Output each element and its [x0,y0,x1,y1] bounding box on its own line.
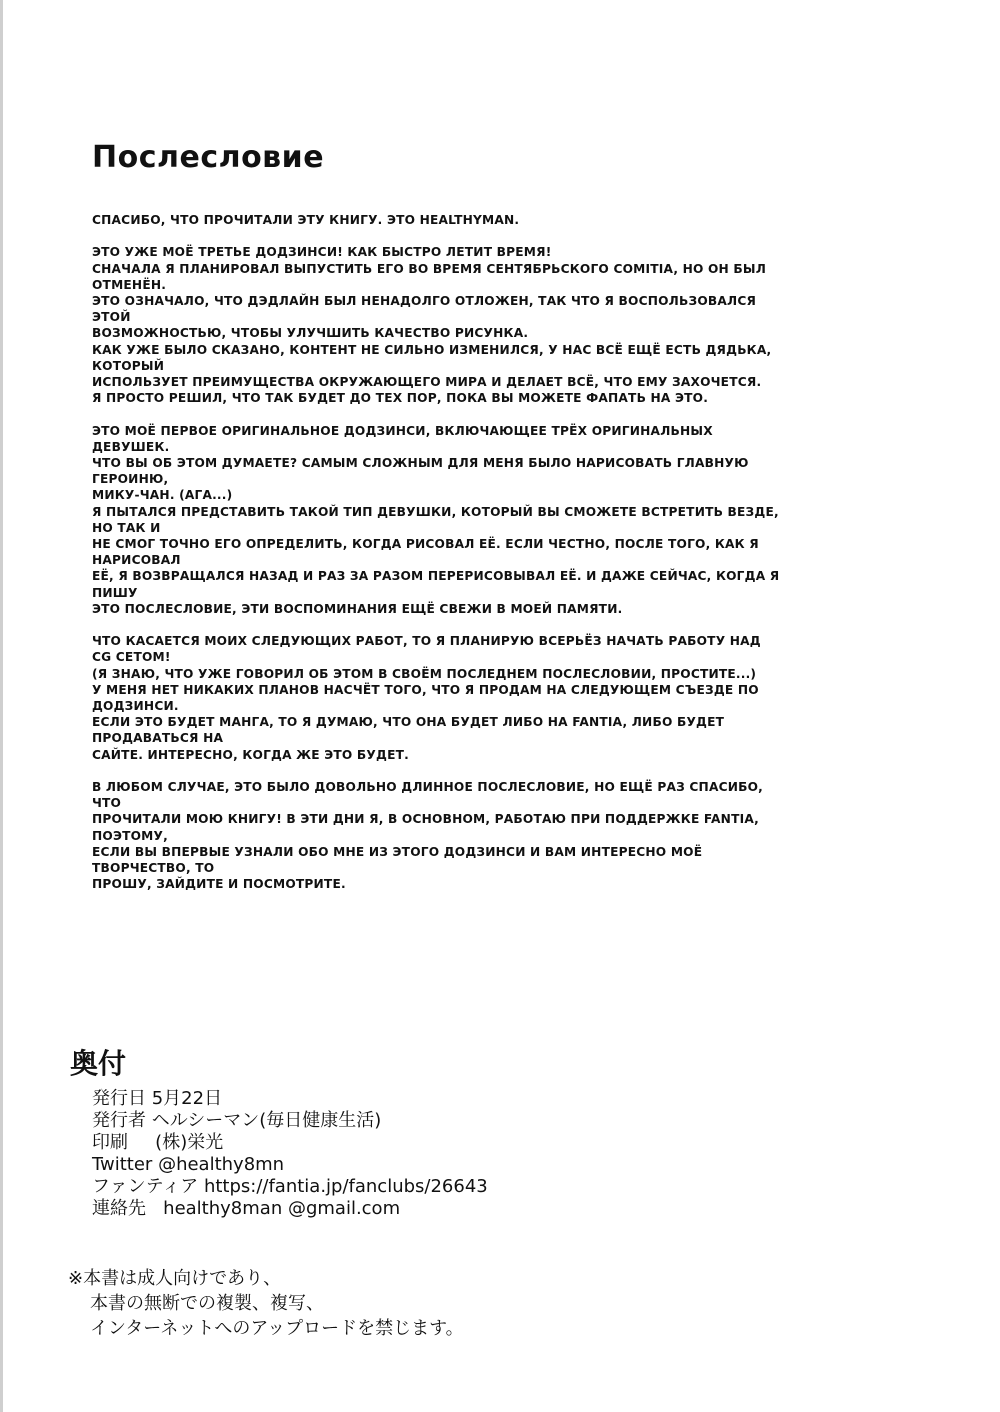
afterword-title: Послесловие [92,140,325,175]
afterword-body [92,212,782,909]
afterword-paragraph: ЭТО МОЁ ПЕРВОЕ ОРИГИНАЛЬНОЕ ДОДЗИНСИ, ВКЛЮЧАЮЩЕЕ ТРЁХ ОРИГИНАЛЬНЫХ ДЕВУШЕК. ЧТО ВЫ ОБ ЭТОМ ДУМАЕТЕ? САМЫМ СЛОЖНЫМ ДЛЯ МЕНЯ БЫЛО НАРИСОВАТЬ ГЛАВНУЮ ГЕРОИНЮ, МИКУ-ЧАН. (АГА...) Я ПЫТАЛСЯ ПРЕДСТАВИТЬ ТАКОЙ ТИП ДЕВУШКИ, КОТОРЫЙ ВЫ СМОЖЕТЕ ВСТРЕТИТЬ ВЕЗДЕ, НО ТАК И НЕ СМОГ ТОЧНО ЕГО ОПРЕДЕЛИТЬ, КОГДА РИСОВАЛ ЕЁ. ЕСЛИ ЧЕСТНО, ПОСЛЕ ТОГО, КАК Я НАРИСОВАЛ ЕЁ, Я ВОЗВРАЩАЛСЯ НАЗАД И РАЗ ЗА РАЗОМ ПЕРЕРИСОВЫВАЛ ЕЁ. И ДАЖЕ СЕЙЧАС, КОГДА Я ПИШУ ЭТО ПОСЛЕСЛОВИЕ, ЭТИ ВОСПОМИНАНИЯ ЕЩЁ СВЕЖИ В МОЕЙ ПАМЯТИ. [92,423,780,616]
colophon-label: Twitter [92,1154,153,1175]
colophon-value: 5月22日 [151,1088,223,1109]
notice-line: 本書の無断での複製、複写、 [90,1293,324,1314]
colophon-list [92,1088,488,1220]
colophon-label: 発行日 [92,1088,146,1109]
colophon-value: ヘルシーマン(毎日健康生活) [151,1110,382,1131]
colophon-row-printer [92,1132,488,1154]
colophon-label: 印刷 [92,1132,128,1153]
colophon-label: ファンティア [92,1176,199,1197]
colophon-row-contact [92,1198,488,1220]
fantia-link[interactable]: https://fantia.jp/fanclubs/26643 [203,1176,488,1197]
colophon-label: 連絡先 [92,1198,146,1219]
afterword-paragraph: ЧТО КАСАЕТСЯ МОИХ СЛЕДУЮЩИХ РАБОТ, ТО Я ПЛАНИРУЮ ВСЕРЬЁЗ НАЧАТЬ РАБОТУ НАД CG СЕТОМ! (Я ЗНАЮ, ЧТО УЖЕ ГОВОРИЛ ОБ ЭТОМ В СВОЁМ ПОСЛЕДНЕМ ПОСЛЕСЛОВИИ, ПРОСТИТЕ...) У МЕНЯ НЕТ НИКАКИХ ПЛАНОВ НАСЧЁТ ТОГО, ЧТО Я ПРОДАМ НА СЛЕДУЮЩЕМ СЪЕЗДЕ ПО ДОДЗИНСИ. ЕСЛИ ЭТО БУДЕТ МАНГА, ТО Я ДУМАЮ, ЧТО ОНА БУДЕТ ЛИБО НА FANTIA, ЛИБО БУДЕТ ПРОДАВАТЬСЯ НА САЙТЕ. ИНТЕРЕСНО, КОГДА ЖЕ ЭТО БУДЕТ. [92,634,761,762]
page-edge [0,0,3,1412]
colophon-label: 発行者 [92,1110,146,1131]
notice-line: インターネットへのアップロードを禁じます。 [90,1318,464,1339]
notice-line: ※本書は成人向けであり、 [68,1268,282,1289]
colophon-row-release-date [92,1088,488,1110]
contact-email[interactable]: healthy8man @gmail.com [163,1198,401,1219]
afterword-paragraph: СПАСИБО, ЧТО ПРОЧИТАЛИ ЭТУ КНИГУ. ЭТО HEALTHYMAN. [92,213,520,227]
colophon-row-twitter [92,1154,488,1176]
colophon-row-fantia [92,1176,488,1198]
colophon-title: 奥付 [70,1047,127,1080]
afterword-paragraph: В ЛЮБОМ СЛУЧАЕ, ЭТО БЫЛО ДОВОЛЬНО ДЛИННОЕ ПОСЛЕСЛОВИЕ, НО ЕЩЁ РАЗ СПАСИБО, ЧТО ПРОЧИТАЛИ МОЮ КНИГУ! В ЭТИ ДНИ Я, В ОСНОВНОМ, РАБОТАЮ ПРИ ПОДДЕРЖКЕ FANTIA, ПОЭТОМУ, ЕСЛИ ВЫ ВПЕРВЫЕ УЗНАЛИ ОБО МНЕ ИЗ ЭТОГО ДОДЗИНСИ И ВАМ ИНТЕРЕСНО МОЁ ТВОРЧЕСТВО, ТО ПРОШУ, ЗАЙДИТЕ И ПОСМОТРИТЕ. [92,780,764,892]
afterword-paragraph: ЭТО УЖЕ МОЁ ТРЕТЬЕ ДОДЗИНСИ! КАК БЫСТРО ЛЕТИТ ВРЕМЯ! СНАЧАЛА Я ПЛАНИРОВАЛ ВЫПУСТИТЬ ЕГО ВО ВРЕМЯ СЕНТЯБРЬСКОГО COMITIA, НО ОН БЫЛ ОТМЕНЁН. ЭТО ОЗНАЧАЛО, ЧТО ДЭДЛАЙН БЫЛ НЕНАДОЛГО ОТЛОЖЕН, ТАК ЧТО Я ВОСПОЛЬЗОВАЛСЯ ЭТОЙ ВОЗМОЖНОСТЬЮ, ЧТОБЫ УЛУЧШИТЬ КАЧЕСТВО РИСУНКА. КАК УЖЕ БЫЛО СКАЗАНО, КОНТЕНТ НЕ СИЛЬНО ИЗМЕНИЛСЯ, У НАС ВСЁ ЕЩЁ ЕСТЬ ДЯДЬКА, КОТОРЫЙ ИСПОЛЬЗУЕТ ПРЕИМУЩЕСТВА ОКРУЖАЮЩЕГО МИРА И ДЕЛАЕТ ВСЁ, ЧТО ЕМУ ЗАХОЧЕТСЯ. Я ПРОСТО РЕШИЛ, ЧТО ТАК БУДЕТ ДО ТЕХ ПОР, ПОКА ВЫ МОЖЕТЕ ФАПАТЬ НА ЭТО. [92,245,772,406]
twitter-handle[interactable]: @healthy8mn [158,1154,285,1175]
colophon-value: (株)栄光 [155,1132,224,1153]
colophon-row-publisher [92,1110,488,1132]
copyright-notice [68,1266,464,1341]
